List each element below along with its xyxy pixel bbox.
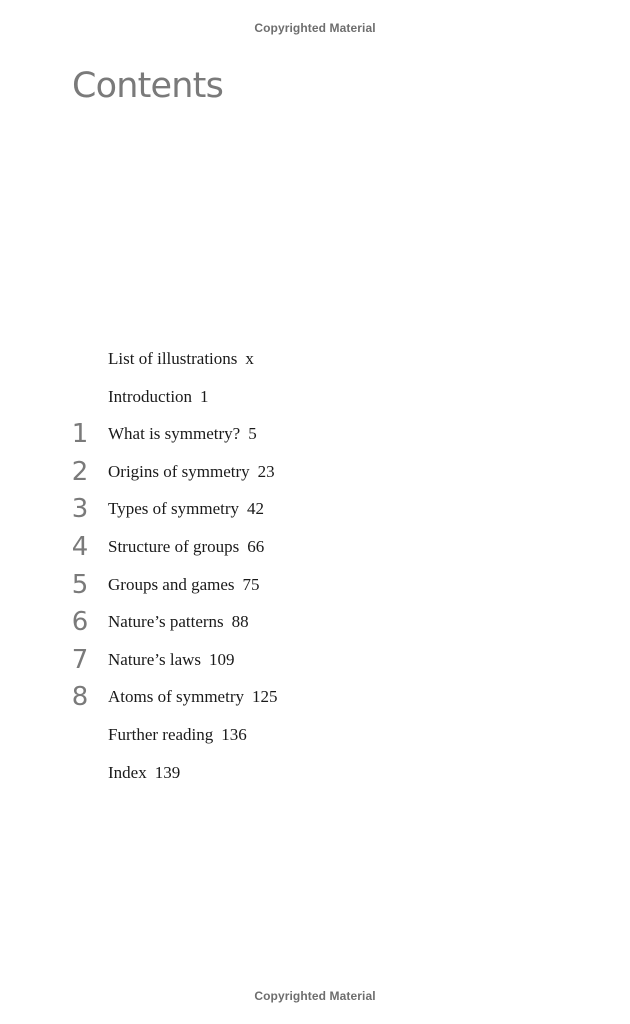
toc-entry-further-reading[interactable] [0, 724, 630, 762]
chapter-number: 3 [71, 494, 89, 525]
chapter-number: 4 [71, 531, 89, 562]
chapter-title: Nature’s patterns [108, 612, 224, 632]
toc-entry-index[interactable] [0, 762, 630, 800]
chapter-title: Index [108, 762, 147, 782]
chapter-number: 8 [71, 682, 89, 713]
chapter-number: 1 [71, 419, 89, 450]
copyright-header: Copyrighted Material [254, 21, 376, 35]
chapter-title: Groups and games [108, 574, 235, 594]
chapter-number: 7 [71, 644, 89, 675]
page-title: Contents [72, 66, 224, 106]
table-of-contents [0, 348, 630, 799]
page-number: 42 [247, 499, 265, 519]
toc-entry-chapter-6[interactable] [0, 607, 630, 649]
page-number: 136 [221, 724, 247, 744]
toc-entry-chapter-7[interactable] [0, 644, 630, 687]
toc-entry-introduction[interactable] [0, 386, 630, 424]
page-number: x [245, 349, 254, 368]
chapter-title: Types of symmetry [108, 499, 240, 519]
chapter-title: Introduction [108, 386, 193, 406]
page-number: 1 [200, 386, 209, 406]
chapter-title: Nature’s laws [108, 649, 202, 669]
chapter-title: List of illustrations [108, 349, 238, 368]
page-number: 88 [231, 612, 249, 632]
toc-entry-chapter-1[interactable] [0, 419, 630, 461]
page-number: 125 [252, 687, 278, 707]
page-number: 5 [248, 424, 257, 444]
page-number: 66 [247, 536, 265, 556]
toc-entry-chapter-8[interactable] [0, 682, 630, 724]
chapter-title: Structure of groups [108, 536, 240, 556]
chapter-number: 6 [71, 607, 89, 638]
toc-entry-chapter-3[interactable] [0, 494, 630, 536]
toc-entry-chapter-5[interactable] [0, 569, 630, 612]
toc-entry-chapter-2[interactable] [0, 456, 630, 499]
toc-entry-list-of-illustrations[interactable] [0, 348, 630, 386]
chapter-title: What is symmetry? [108, 424, 241, 444]
page-number: 75 [242, 574, 260, 594]
copyright-footer: Copyrighted Material [254, 989, 376, 1003]
page-number: 23 [257, 461, 275, 481]
chapter-number: 2 [71, 456, 89, 487]
page-number: 109 [209, 649, 235, 669]
chapter-title: Origins of symmetry [108, 461, 250, 481]
chapter-number: 5 [71, 569, 89, 600]
chapter-title: Atoms of symmetry [108, 687, 244, 707]
page-number: 139 [154, 762, 181, 782]
chapter-title: Further reading [108, 724, 214, 744]
toc-entry-chapter-4[interactable] [0, 531, 630, 574]
